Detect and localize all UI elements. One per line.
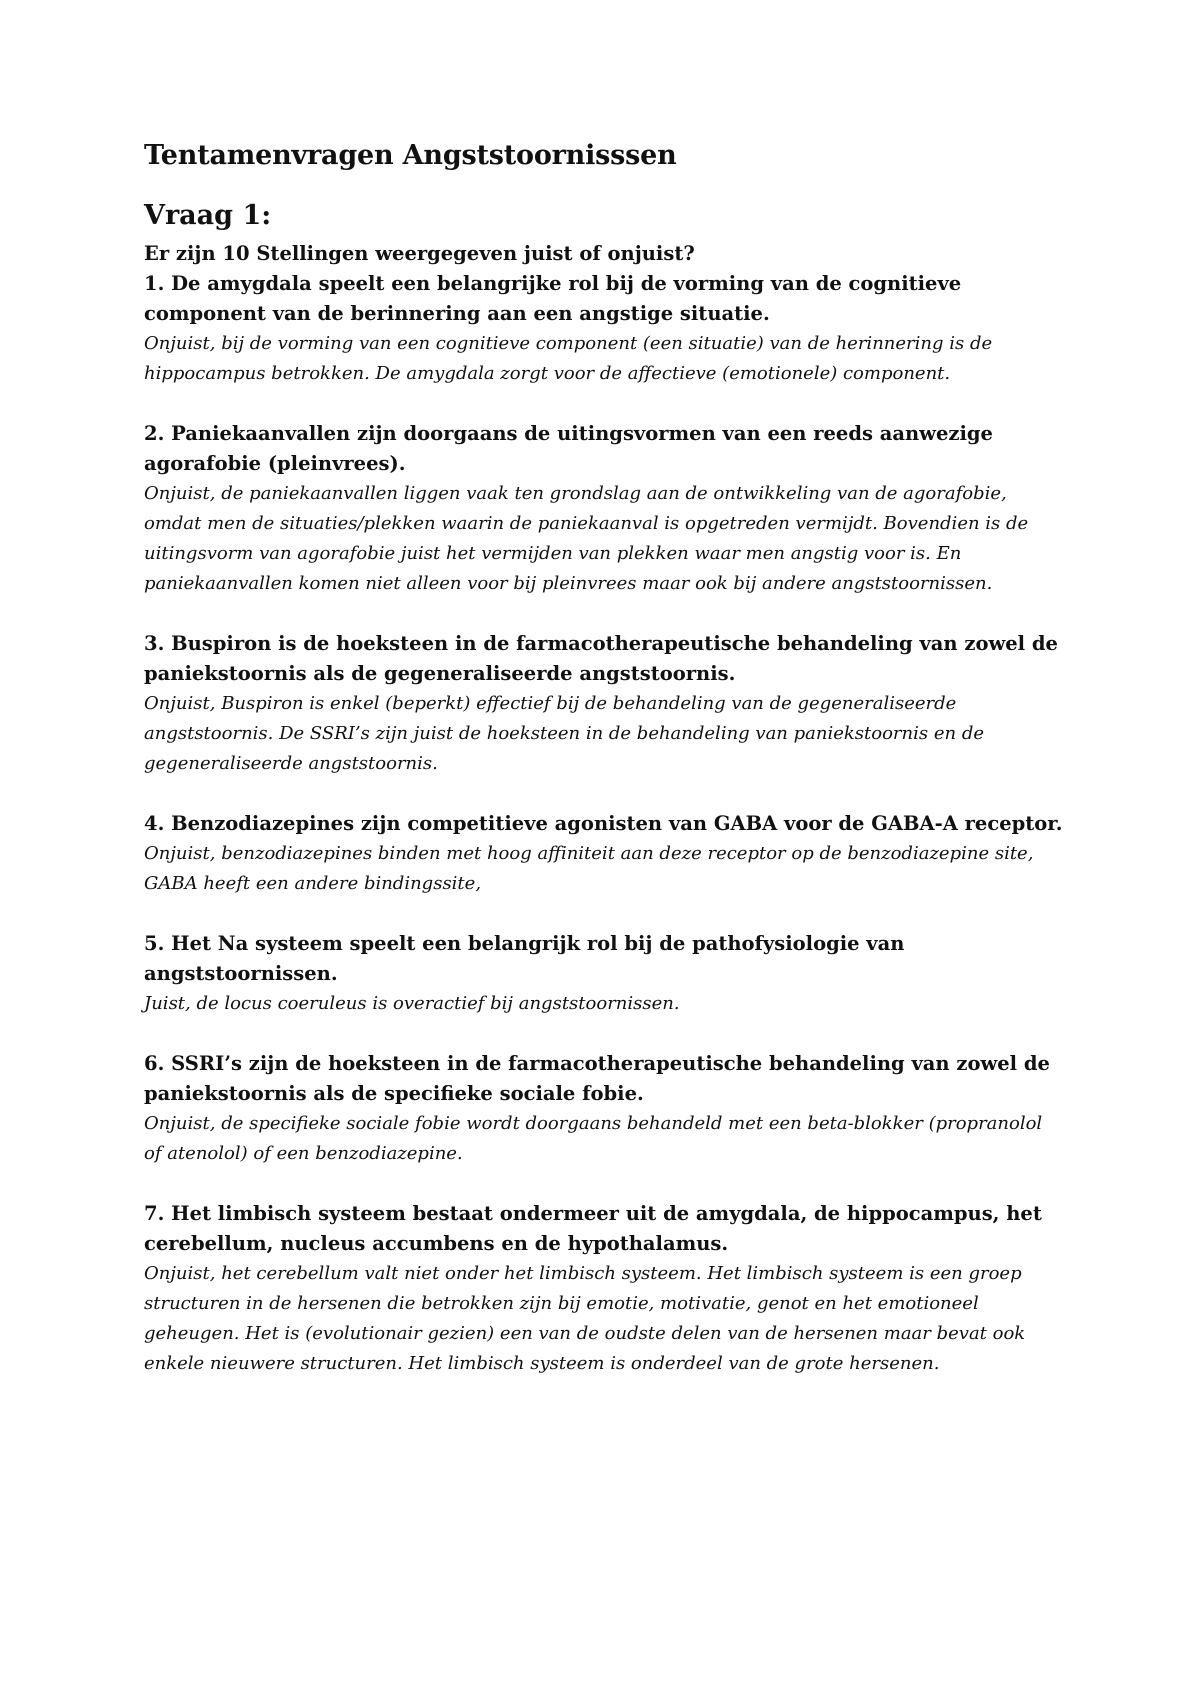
statement-item-5 (144, 929, 1064, 1019)
answer-text: Onjuist, het cerebellum valt niet onder het limbisch systeem. Het limbisch systeem is een groep structuren in de hersenen die betrokken zijn bij emotie, motivatie, genot en het emotioneel geheugen. Het is (evolutionair gezien) een van de oudste delen van de hersenen maar bevat ook enkele nieuwere structuren. Het limbisch systeem is onderdeel van de grote hersenen. (144, 1262, 1026, 1374)
document-title: Tentamenvragen Angststoornisssen (144, 140, 677, 171)
answer-text: Onjuist, Buspiron is enkel (beperkt) effectief bij de behandeling van de gegeneraliseerde angststoornis. De SSRI’s zijn juist de hoeksteen in de behandeling van paniekstoornis en de gegeneraliseerde angststoornis. (144, 692, 984, 774)
statement-item-4 (144, 809, 1064, 899)
answer-text: Onjuist, de specifieke sociale fobie wordt doorgaans behandeld met een beta-blokker (propranolol of atenolol) of een benzodiazepine. (144, 1112, 1043, 1164)
statement-text: 6. SSRI’s zijn de hoeksteen in de farmacotherapeutische behandeling van zowel de paniekstoornis als de specifieke sociale fobie. (144, 1051, 1050, 1105)
statement-text: 3. Buspiron is de hoeksteen in de farmacotherapeutische behandeling van zowel de paniekstoornis als de gegeneraliseerde angststoornis. (144, 631, 1058, 685)
statement-text: 2. Paniekaanvallen zijn doorgaans de uitingsvormen van een reeds aanwezige agorafobie (pleinvrees). (144, 421, 993, 475)
statement-item-6 (144, 1049, 1064, 1169)
statement-text: 5. Het Na systeem speelt een belangrijk rol bij de pathofysiologie van angststoornissen. (144, 931, 905, 985)
statement-text: 4. Benzodiazepines zijn competitieve agonisten van GABA voor de GABA-A receptor. (144, 811, 1063, 835)
question-intro: Er zijn 10 Stellingen weergegeven juist of onjuist? (144, 241, 695, 265)
answer-text: Onjuist, bij de vorming van een cognitieve component (een situatie) van de herinnering is de hippocampus betrokken. De amygdala zorgt voor de affectieve (emotionele) component. (144, 332, 993, 384)
document-body (144, 138, 1064, 1409)
question-heading: Vraag 1: (144, 200, 272, 232)
answer-text: Onjuist, de paniekaanvallen liggen vaak ten grondslag aan de ontwikkeling van de agorafobie, omdat men de situaties/plekken waarin de paniekaanval is opgetreden vermijdt. Bovendien is de uitingsvorm van agorafobie juist het vermijden van plekken waar men angstig voor is. En paniekaanvallen komen niet alleen voor bij pleinvrees maar ook bij andere angststoornissen. (144, 482, 1029, 594)
statement-item-1 (144, 269, 1064, 389)
statement-item-3 (144, 629, 1064, 779)
statement-text: 7. Het limbisch systeem bestaat ondermeer uit de amygdala, de hippocampus, het cerebellum, nucleus accumbens en de hypothalamus. (144, 1201, 1042, 1255)
statement-item-7 (144, 1199, 1064, 1379)
statement-item-2 (144, 419, 1064, 599)
answer-text: Juist, de locus coeruleus is overactief bij angststoornissen. (144, 992, 680, 1014)
statement-text: 1. De amygdala speelt een belangrijke rol bij de vorming van de cognitieve component van de berinnering aan een angstige situatie. (144, 271, 962, 325)
answer-text: Onjuist, benzodiazepines binden met hoog affiniteit aan deze receptor op de benzodiazepine site, GABA heeft een andere bindingssite, (144, 842, 1034, 894)
